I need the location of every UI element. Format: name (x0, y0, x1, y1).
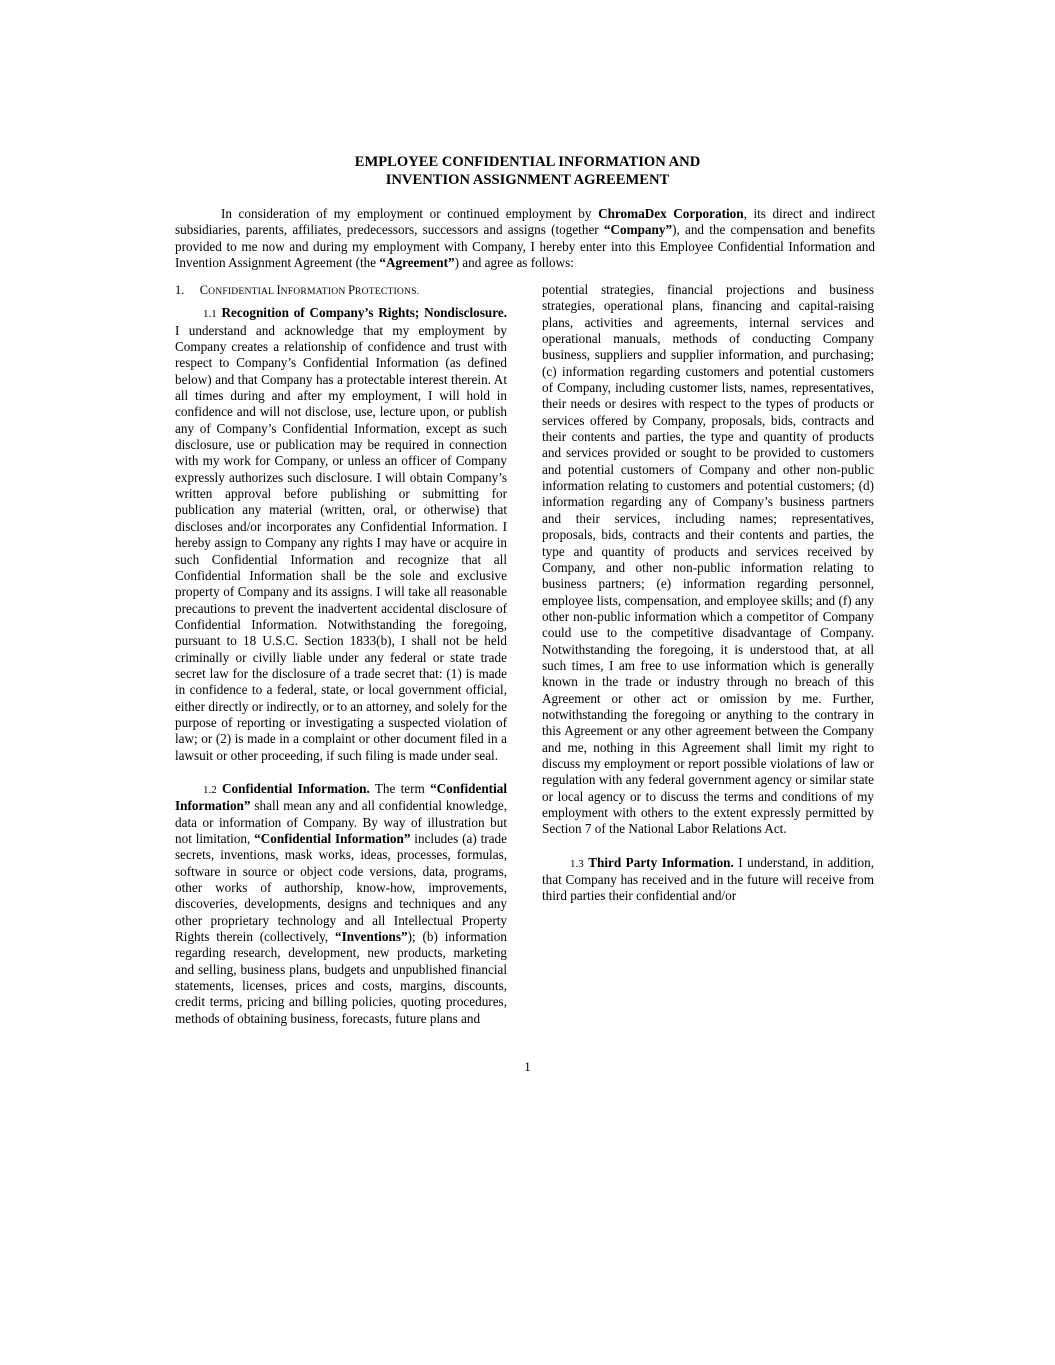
right-column (542, 282, 874, 905)
section-heading-small: ROTECTIONS. (355, 286, 420, 297)
paragraph-text-continuation: potential strategies, financial projections and business strategies, operational plans, financing and capital-raising plans, activities and agreements, internal services and operational manuals, methods of conducting Company business, suppliers and supplier information, and purchasing; (c) information regarding customers and potential customers of Company, including customer lists, names, representatives, their needs or desires with respect to the types of products or services offered by Company, proposals, bids, contracts and their contents and parties, the type and quantity of products and services provided or sought to be provided to customers and potential customers of Company and other non-public information relating to customers and potential customers; (d) information regarding any of Company’s business partners and their services, including names; representatives, proposals, bids, contracts and their contents and parties, the type and quantity of products and services received by Company, and other non-public information relating to business partners; (e) information regarding personnel, employee lists, compensation, and employee skills; and (f) any other non-public information which a competitor of Company could use to the competitive disadvantage of Company. Notwithstanding the foregoing, it is understood that, at all such times, I am free to use information which is generally known in the trade or industry through no breach of this Agreement or other act or omission by me. Further, notwithstanding the foregoing or anything to the contrary in this Agreement or any other agreement between the Company and me, nothing in this Agreement shall limit my right to discuss my employment or report possible violations of law or regulation with any federal government agency or similar state or local agency or to discuss the terms and conditions of my employment with others to the extent expressly permitted by Section 7 of the National Labor Relations Act. (542, 282, 874, 837)
section-heading-small: ONFIDENTIAL (208, 286, 277, 297)
company-defined-term: “Company” (603, 222, 673, 238)
intro-text-2: , its direct and indirect subsidiaries, parents, affiliates, predecessors, successors and assigns (together (175, 206, 875, 238)
defined-term: “Confidential Information” (175, 780, 507, 814)
paragraph-text: shall mean any and all confidential knowledge, data or information of Company. By way of illustration but not limitation, (175, 798, 507, 846)
intro-text-4: ) and agree as follows: (454, 255, 574, 271)
section-heading-cap: P (348, 283, 355, 297)
defined-term: “Inventions” (335, 929, 408, 945)
paragraph-1-2-continued (542, 282, 874, 838)
title-line-1: EMPLOYEE CONFIDENTIAL INFORMATION AND (354, 154, 701, 170)
paragraph-number: 1.2 (203, 783, 217, 796)
paragraph-heading: Third Party Information. (588, 854, 734, 870)
intro-text-3: ), and the compensation and benefits provided to me now and during my employment with Company, I hereby enter into this Employee Confidential Information and Invention Assignment Agreement (the (175, 222, 875, 271)
left-column (175, 282, 507, 1027)
paragraph-number: 1.1 (203, 308, 217, 321)
paragraph-1-3 (542, 855, 874, 905)
company-name: ChromaDex Corporation (598, 206, 744, 221)
paragraph-heading: Confidential Information. (222, 780, 370, 796)
section-1-heading (175, 282, 507, 300)
paragraph-1-1 (175, 305, 507, 764)
paragraph-number: 1.3 (570, 857, 584, 870)
intro-text-1: In consideration of my employment or continued employment by (221, 206, 599, 221)
paragraph-text: I understand and acknowledge that my employment by Company creates a relationship of confidence and trust with respect to Company’s Confidential Information (as defined below) and that Company has a protectable interest therein. At all times during and after my employment, I will hold in confidence and will not disclose, use, lecture upon, or publish any of Company’s Confidential Information, except as such disclosure, use or publication may be required in connection with my work for Company, or unless an officer of Company expressly authorizes such disclosure. I will obtain Company’s written approval before publishing or submitting for publication any material (written, oral, or otherwise) that discloses and/or incorporates any Confidential Information. I hereby assign to Company any rights I may have or acquire in such Confidential Information and recognize that all Confidential Information shall be the sole and exclusive property of Company and its assigns. I will take all reasonable precautions to prevent the inadvertent accidental disclosure of Confidential Information. Notwithstanding the foregoing, pursuant to 18 U.S.C. Section 1833(b), I shall not be held criminally or civilly liable under any federal or state trade secret law for the disclosure of a trade secret that: (1) is made in confidence to a federal, state, or local government official, either directly or indirectly, or to an attorney, and solely for the purpose of reporting or investigating a suspected violation of law; or (2) is made in a complaint or other document filed in a lawsuit or other proceeding, if such filing is made under seal. (175, 322, 507, 763)
paragraph-heading: Recognition of Company’s Rights; Nondisclosure. (221, 305, 507, 321)
page-number: 1 (524, 1059, 531, 1074)
paragraph-text: I understand, in addition, that Company has received and in the future will receive from third parties their confidential and/or (542, 854, 874, 904)
paragraph-text: ); (b) information regarding research, development, new products, marketing and selling, business plans, budgets and unpublished financial statements, licenses, prices and costs, margins, discounts, credit terms, pricing and billing policies, quoting procedures, methods of obtaining business, forecasts, future plans and (175, 929, 507, 1026)
section-heading-cap: I (276, 283, 281, 297)
section-heading-cap: C (199, 283, 209, 297)
paragraph-text: includes (a) trade secrets, inventions, mask works, ideas, processes, formulas, software in source or object code versions, data, programs, other works of authorship, know-how, improvements, discoveries, developments, designs and techniques and any other proprietary technology and all Intellectual Property Rights therein (collectively, (175, 831, 507, 945)
section-1-number: 1. (175, 283, 185, 297)
defined-term: “Confidential Information” (254, 831, 411, 846)
paragraph-1-2 (175, 781, 507, 1027)
document-title (0, 153, 1055, 189)
title-line-2: INVENTION ASSIGNMENT AGREEMENT (385, 172, 670, 188)
section-heading-small: NFORMATION (280, 286, 349, 297)
paragraph-text: The term (369, 780, 431, 796)
intro-paragraph (175, 206, 875, 271)
agreement-defined-term: “Agreement” (379, 255, 455, 271)
